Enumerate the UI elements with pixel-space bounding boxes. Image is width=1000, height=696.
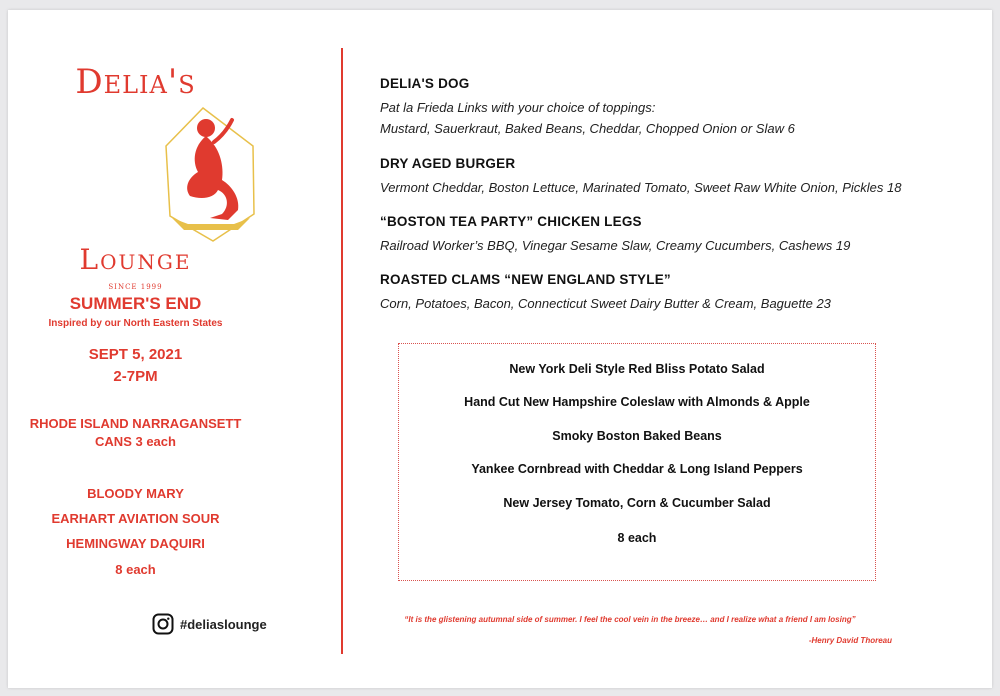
social-handle bbox=[152, 613, 267, 635]
event-date: SEPT 5, 2021 bbox=[88, 346, 183, 363]
menu-item-name: DELIA'S DOG bbox=[380, 76, 470, 91]
side-item: Smoky Boston Baked Beans bbox=[552, 429, 722, 443]
sides-box bbox=[398, 343, 876, 581]
cocktail-item: HEMINGWAY DAQUIRI bbox=[66, 536, 205, 551]
logo-title-lounge: Lounge bbox=[79, 243, 192, 276]
menu-item-description bbox=[380, 97, 980, 139]
vertical-divider bbox=[341, 48, 343, 654]
quote-author: -Henry David Thoreau bbox=[808, 636, 892, 645]
event-title: SUMMER'S END bbox=[69, 294, 202, 313]
menu-item bbox=[380, 156, 980, 198]
menu-item bbox=[380, 272, 980, 314]
event-subtitle: Inspired by our North Eastern States bbox=[48, 318, 223, 329]
side-item: Yankee Cornbread with Cheddar & Long Island Peppers bbox=[471, 462, 803, 476]
instagram-handle: #deliaslounge bbox=[180, 616, 267, 632]
beer-name: RHODE ISLAND NARRAGANSETT bbox=[29, 416, 242, 431]
menu-item bbox=[380, 214, 980, 256]
menu-item-description: Corn, Potatoes, Bacon, Connecticut Sweet Dairy Butter & Cream, Baguette 23 bbox=[380, 296, 831, 311]
menu-item-description-line: Pat la Frieda Links with your choice of toppings: bbox=[380, 100, 656, 115]
menu-item bbox=[380, 76, 980, 139]
menu-item-name: ROASTED CLAMS “NEW ENGLAND STYLE” bbox=[380, 272, 671, 287]
menu-item-description-line: Mustard, Sauerkraut, Baked Beans, Cheddar, Chopped Onion or Slaw 6 bbox=[380, 121, 795, 136]
logo-title-delias: Delia's bbox=[75, 62, 196, 102]
cocktail-item: EARHART AVIATION SOUR bbox=[51, 511, 220, 526]
beer-price: CANS 3 each bbox=[95, 434, 176, 449]
menu-item-name: “BOSTON TEA PARTY” CHICKEN LEGS bbox=[380, 214, 642, 229]
menu-item-description: Vermont Cheddar, Boston Lettuce, Marinated Tomato, Sweet Raw White Onion, Pickles 18 bbox=[380, 180, 902, 195]
menu-page bbox=[8, 10, 992, 688]
logo-since-1999: SINCE 1999 bbox=[108, 283, 163, 291]
quote-text: “It is the glistening autumnal side of summer. I feel the cool vein in the breeze… and I realize what a friend I am losing” bbox=[404, 615, 856, 624]
menu-item-description: Railroad Worker’s BBQ, Vinegar Sesame Slaw, Creamy Cucumbers, Cashews 19 bbox=[380, 238, 851, 253]
cocktail-price: 8 each bbox=[115, 562, 156, 577]
event-time: 2-7PM bbox=[113, 368, 158, 385]
dancer-logo-icon bbox=[158, 106, 268, 246]
cocktail-item: BLOODY MARY bbox=[87, 486, 184, 501]
instagram-icon bbox=[152, 613, 174, 635]
sides-price: 8 each bbox=[617, 531, 657, 545]
side-item: Hand Cut New Hampshire Coleslaw with Almonds & Apple bbox=[464, 395, 810, 409]
side-item: New Jersey Tomato, Corn & Cucumber Salad bbox=[503, 496, 771, 510]
menu-item-name: DRY AGED BURGER bbox=[380, 156, 516, 171]
side-item: New York Deli Style Red Bliss Potato Salad bbox=[509, 362, 765, 376]
